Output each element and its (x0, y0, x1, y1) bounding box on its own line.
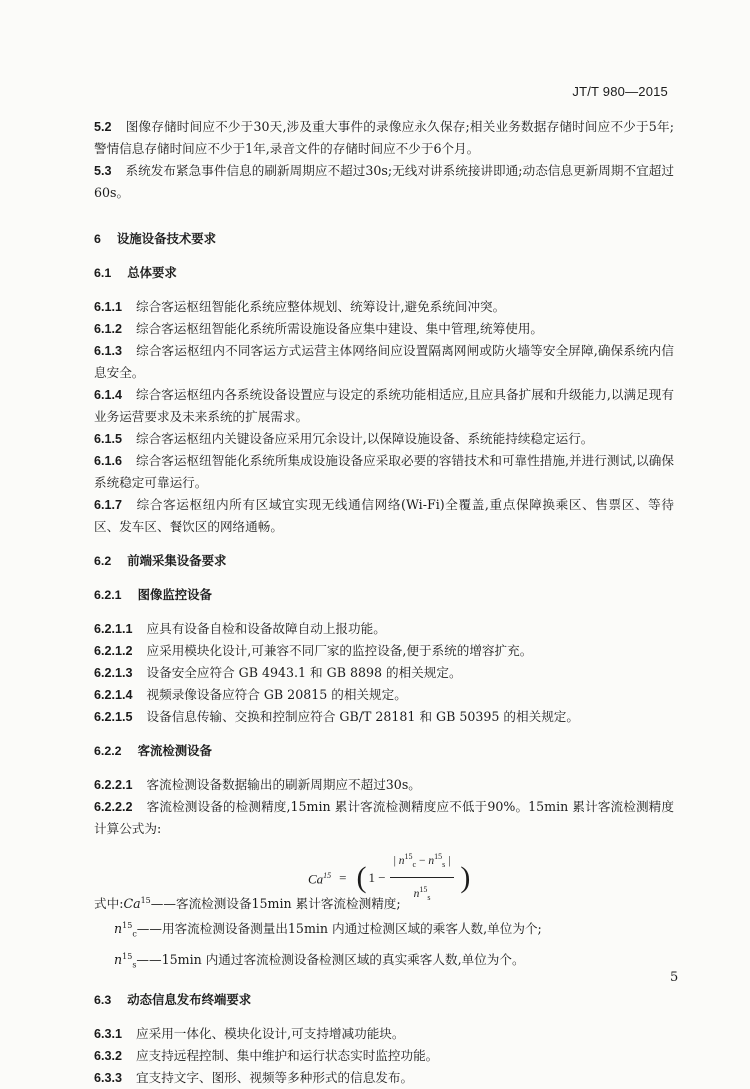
clause-number: 6.1.3 (94, 344, 123, 358)
section-title: 前端采集设备要求 (127, 553, 227, 568)
clause-number: 6.1.6 (94, 454, 123, 468)
formula-right-paren: ) (460, 860, 471, 894)
clause-6-1-4 (94, 384, 674, 428)
accuracy-formula (94, 840, 674, 903)
clause-text: 应采用一体化、模块化设计,可支持增减功能块。 (136, 1025, 405, 1041)
section-number: 6.2.1 (94, 588, 122, 602)
clause-6-1-5 (94, 428, 674, 450)
section-6-heading (94, 228, 674, 250)
clause-number: 6.3.1 (94, 1026, 123, 1041)
clause-number: 6.2.1.1 (94, 622, 133, 636)
section-6-2-1-heading (94, 584, 674, 606)
section-number: 6.3 (94, 992, 112, 1007)
clause-text: 设备安全应符合 GB 4943.1 和 GB 8898 的相关规定。 (146, 665, 462, 680)
section-number: 6.1 (94, 266, 112, 280)
formula-numerator: | $n^{15}_c - n^{15}_s$ | (390, 846, 455, 878)
clause-6-2-1-2 (94, 640, 674, 662)
clause-number: 6.1.4 (94, 388, 123, 402)
clause-text: 应采用模块化设计,可兼容不同厂家的监控设备,便于系统的增容扩充。 (146, 643, 533, 658)
clause-number: 6.2.1.4 (94, 688, 133, 702)
clause-5-3 (94, 160, 674, 204)
where-line-nc: $n^{15}_c——$用客流检测设备测量出15min 内通过检测区域的乘客人数,单位为个; (114, 921, 542, 939)
section-title: 总体要求 (127, 265, 177, 280)
clause-number: 6.1.1 (94, 300, 123, 314)
formula-denominator: $n^{15}_s$ (413, 885, 431, 903)
section-title: 动态信息发布终端要求 (127, 991, 252, 1007)
clause-6-2-1-4 (94, 684, 674, 706)
clause-5-2 (94, 116, 674, 160)
clause-6-2-2-1 (94, 774, 674, 796)
clause-text: 视频录像设备应符合 GB 20815 的相关规定。 (146, 687, 407, 702)
clause-text: 综合客运枢纽智能化系统所集成设施设备应采取必要的容错技术和可靠性措施,并进行测试,以确保系统稳定可靠运行。 (94, 453, 674, 490)
section-6-3-heading (94, 989, 674, 1011)
where-label: 式中: (94, 896, 124, 912)
clause-number: 6.2.1.5 (94, 710, 133, 724)
clause-6-1-7 (94, 494, 674, 538)
clause-6-3-1 (94, 1023, 674, 1045)
section-number: 6.2 (94, 554, 112, 568)
document-id-header: JT/T 980—2015 (572, 84, 668, 99)
clause-number: 6.1.7 (94, 498, 123, 512)
clause-text: 综合客运枢纽内不同客运方式运营主体网络间应设置隔离网闸或防火墙等安全屏障,确保系统内信息安全。 (94, 343, 674, 380)
clause-number: 6.1.5 (94, 432, 123, 446)
formula-lhs: Ca$^{15}$ (308, 870, 332, 887)
section-6-1-heading (94, 262, 674, 284)
formula-equals: = (339, 869, 347, 885)
formula-one-minus: 1 − (368, 869, 386, 885)
clause-6-1-3 (94, 340, 674, 384)
clause-text: 综合客运枢纽智能化系统应整体规划、统筹设计,避免系统间冲突。 (136, 299, 506, 314)
clause-6-2-1-5 (94, 706, 674, 728)
clause-text: 综合客运枢纽内关键设备应采用冗余设计,以保障设施设备、系统能持续稳定运行。 (136, 431, 594, 446)
clause-number: 6.2.1.3 (94, 666, 133, 680)
clause-6-2-1-1 (94, 618, 674, 640)
clause-number: 5.2 (94, 120, 112, 134)
section-title: 设施设备技术要求 (116, 231, 217, 246)
clause-text: 系统发布紧急事件信息的刷新周期应不超过30s;无线对讲系统接讲即通;动态信息更新周期不宜超过60s。 (94, 163, 674, 200)
clause-number: 6.2.1.2 (94, 644, 133, 658)
clause-text: 宜支持文字、图形、视频等多种形式的信息发布。 (136, 1069, 414, 1085)
clause-6-2-2-2 (94, 796, 674, 840)
document-body (94, 116, 674, 1089)
section-6-2-heading (94, 550, 674, 572)
clause-text: 设备信息传输、交换和控制应符合 GB/T 28181 和 GB 50395 的相关规定。 (146, 709, 579, 724)
section-title: 客流检测设备 (137, 743, 212, 758)
clause-6-1-1 (94, 296, 674, 318)
clause-number: 6.2.2.2 (94, 800, 133, 814)
section-6-2-2-heading (94, 740, 674, 762)
clause-text: 客流检测设备的检测精度,15min 累计客流检测精度应不低于90%。15min 累计客流检测精度计算公式为: (94, 799, 674, 836)
clause-number: 6.2.2.1 (94, 778, 133, 792)
clause-6-3-2 (94, 1045, 674, 1067)
clause-text: 综合客运枢纽智能化系统所需设施设备应集中建设、集中管理,统筹使用。 (136, 321, 544, 336)
clause-text: 客流检测设备数据输出的刷新周期应不超过30s。 (146, 777, 421, 792)
formula-fraction (390, 846, 455, 909)
section-number: 6 (94, 232, 101, 246)
clause-6-3-3 (94, 1067, 674, 1089)
formula-left-paren: ( (356, 860, 367, 894)
clause-6-2-1-3 (94, 662, 674, 684)
clause-number: 6.3.3 (94, 1070, 123, 1085)
clause-number: 6.1.2 (94, 322, 123, 336)
clause-text: 应具有设备自检和设备故障自动上报功能。 (146, 621, 386, 636)
section-title: 图像监控设备 (137, 587, 212, 602)
clause-text: 综合客运枢纽内所有区域宜实现无线通信网络(Wi-Fi)全覆盖,重点保障换乘区、售票区、等待区、发车区、餐饮区的网络通畅。 (94, 497, 674, 534)
clause-text: 图像存储时间应不少于30天,涉及重大事件的录像应永久保存;相关业务数据存储时间应不少于5年;警情信息存储时间应不少于1年,录音文件的存储时间应不少于6个月。 (94, 119, 674, 156)
clause-text: 综合客运枢纽内各系统设备设置应与设定的系统功能相适应,且应具备扩展和升级能力,以满足现有业务运营要求及未来系统的扩展需求。 (94, 387, 674, 424)
where-line-ca: 式中:Ca$^{15}$——客流检测设备15min 累计客流检测精度; (94, 896, 401, 912)
clause-number: 5.3 (94, 164, 112, 178)
clause-6-1-2 (94, 318, 674, 340)
page-number: 5 (670, 970, 679, 985)
section-number: 6.2.2 (94, 744, 122, 758)
where-line-ns: $n^{15}_s——15\min$ 内通过客流检测设备检测区域的真实乘客人数,单位为个。 (114, 951, 525, 970)
clause-text: 应支持远程控制、集中维护和运行状态实时监控功能。 (136, 1047, 439, 1063)
clause-number: 6.3.2 (94, 1048, 123, 1063)
clause-6-1-6 (94, 450, 674, 494)
